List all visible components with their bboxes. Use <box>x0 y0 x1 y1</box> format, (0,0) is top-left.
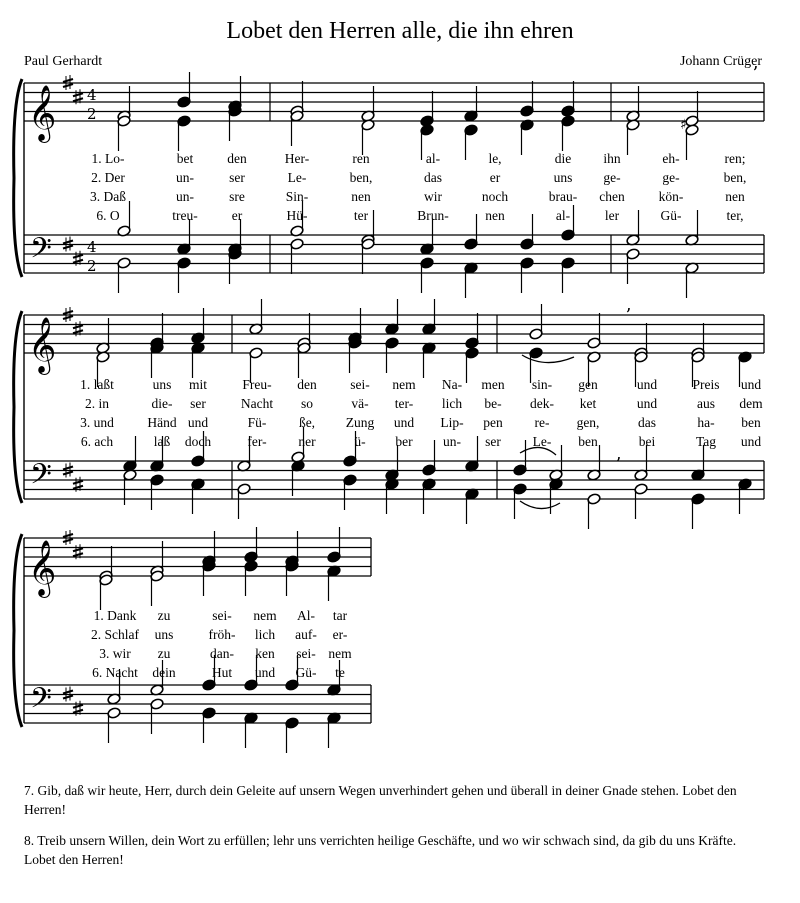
lyric-syllable: un- <box>176 170 194 185</box>
lyric-syllable: fröh- <box>208 627 236 642</box>
lyric-syllable: Gü- <box>295 665 317 680</box>
half-note <box>587 445 601 481</box>
half-note <box>626 119 640 155</box>
breath-mark: ʼ <box>615 454 621 475</box>
lyric-syllable: das <box>638 415 656 430</box>
lyric-syllable: Lip- <box>440 415 464 430</box>
quarter-note <box>420 257 434 293</box>
lyric-syllable: sei- <box>212 608 232 623</box>
time-signature-top: 4 <box>87 86 97 104</box>
time-signature-bottom: 2 <box>87 105 97 123</box>
lyric-syllable: ge- <box>662 170 680 185</box>
lyric-syllable: gen <box>578 377 598 392</box>
lyric-syllable: dein <box>152 665 176 680</box>
lyric-syllable: er <box>489 170 501 185</box>
quarter-note <box>202 560 216 596</box>
lyric-syllable: aus <box>697 396 715 411</box>
lyric-syllable: noch <box>481 189 509 204</box>
quarter-note <box>561 257 575 293</box>
quarter-note <box>327 527 341 563</box>
lyric-syllable: te <box>335 665 345 680</box>
quarter-note <box>385 337 399 373</box>
bass-clef-icon: 𝄢 <box>30 232 52 272</box>
lyric-syllable: nen <box>351 189 371 204</box>
quarter-note <box>348 337 362 373</box>
half-note <box>587 313 601 349</box>
half-note <box>297 342 311 378</box>
bass-clef-icon: 𝄢 <box>30 682 52 722</box>
quarter-note <box>738 478 752 514</box>
lyric-syllable: un- <box>176 189 194 204</box>
quarter-note <box>385 299 399 335</box>
half-note <box>361 119 375 155</box>
lyric-syllable: Hü- <box>286 208 308 223</box>
lyric-syllable: nen <box>725 189 745 204</box>
quarter-note <box>327 565 341 601</box>
lyric-syllable: so <box>300 396 314 411</box>
half-note <box>290 238 304 274</box>
quarter-note <box>561 81 575 117</box>
half-note <box>634 483 648 519</box>
lyric-syllable: laß <box>153 434 171 449</box>
quarter-note <box>549 478 563 514</box>
hymn-title: Lobet den Herren alle, die ihn ehren <box>226 18 574 44</box>
lyric-syllable: die <box>554 151 572 166</box>
lyric-syllable: tar <box>332 608 348 623</box>
lyric-syllable: Le- <box>532 434 552 449</box>
lyric-syllable: treu- <box>172 208 198 223</box>
lyric-syllable: doch <box>184 434 212 449</box>
lyric-syllable: pen <box>483 415 503 430</box>
lyric-syllable: men <box>481 377 505 392</box>
lyric-syllable: Al- <box>297 608 315 623</box>
lyricist: Paul Gerhardt <box>24 54 103 69</box>
slur <box>522 355 574 363</box>
lyric-syllable: 1. Lo- <box>91 151 125 166</box>
quarter-note <box>228 248 242 284</box>
quarter-note <box>561 115 575 151</box>
lyric-syllable: sei- <box>296 646 316 661</box>
lyric-syllable: ha- <box>697 415 715 430</box>
lyric-syllable: ße, <box>298 415 316 430</box>
lyric-syllable: 3. und <box>80 415 114 430</box>
half-note <box>549 445 563 481</box>
lyric-syllable: nem <box>253 608 277 623</box>
breath-mark: ʼ <box>752 63 758 84</box>
lyric-syllable: sre <box>229 189 245 204</box>
lyric-syllable: ser <box>190 396 206 411</box>
quarter-note <box>422 440 436 476</box>
lyric-syllable: und <box>187 415 209 430</box>
treble-clef-icon: 𝄞 <box>28 540 57 596</box>
lyric-syllable: ter, <box>726 208 744 223</box>
time-signature-top: 4 <box>87 238 97 256</box>
lyric-syllable: dek- <box>530 396 554 411</box>
time-signature-bottom: 2 <box>87 257 97 275</box>
quarter-note <box>520 81 534 117</box>
composer: Johann Crüger <box>679 54 762 69</box>
quarter-note <box>520 214 534 250</box>
lyric-syllable: und <box>740 377 762 392</box>
lyric-syllable: brau- <box>548 189 578 204</box>
lyric-syllable: den <box>227 151 247 166</box>
half-note <box>150 698 164 734</box>
quarter-note <box>464 262 478 298</box>
lyric-syllable: 3. Daß <box>90 189 126 204</box>
lyric-syllable: Brun- <box>417 208 449 223</box>
lyric-syllable: 2. in <box>84 396 110 411</box>
quarter-note <box>513 440 527 476</box>
lyric-syllable: Zung <box>345 415 375 430</box>
lyric-syllable: ter <box>353 208 369 223</box>
half-note <box>626 210 640 246</box>
quarter-note <box>285 717 299 753</box>
lyric-syllable: ler <box>604 208 620 223</box>
quarter-note <box>191 308 205 344</box>
quarter-note <box>191 342 205 378</box>
lyric-syllable: Le- <box>287 170 307 185</box>
lyric-syllable: ser <box>229 170 245 185</box>
quarter-note <box>691 493 705 529</box>
lyric-syllable: und <box>393 415 415 430</box>
quarter-note <box>244 560 258 596</box>
half-note <box>237 483 251 519</box>
lyric-syllable: dem <box>739 396 763 411</box>
quarter-note <box>513 483 527 519</box>
lyric-syllable: re- <box>534 415 550 430</box>
lyric-syllable: und <box>636 377 658 392</box>
quarter-note <box>520 119 534 155</box>
lyric-syllable: be- <box>484 396 502 411</box>
verse-8: 8. Treib unsern Willen, dein Wort zu erfüllen; lehr uns verrichten heilige Geschäfte, und wo wir schwach sind, da gib du uns Kräfte. Lobet den Herren! <box>24 833 737 867</box>
lyric-syllable: nem <box>392 377 416 392</box>
lyric-syllable: ter- <box>394 396 414 411</box>
quarter-note <box>422 342 436 378</box>
lyric-syllable: uns <box>152 377 172 392</box>
half-note <box>117 257 131 293</box>
quarter-note <box>177 219 191 255</box>
quarter-note <box>202 707 216 743</box>
lyric-syllable: un- <box>443 434 461 449</box>
lyric-syllable: ihn <box>603 151 621 166</box>
quarter-note <box>520 257 534 293</box>
half-note <box>685 262 699 298</box>
lyric-syllable: dan- <box>210 646 234 661</box>
lyric-syllable: fer- <box>247 434 267 449</box>
quarter-note <box>291 460 305 496</box>
treble-clef-icon: 𝄞 <box>28 85 57 141</box>
quarter-note <box>420 219 434 255</box>
treble-clef-icon: 𝄞 <box>28 317 57 373</box>
brace-bracket <box>14 534 22 727</box>
lyric-syllable: 6. Nacht <box>92 665 138 680</box>
lyric-syllable: ren; <box>724 151 746 166</box>
half-note <box>685 210 699 246</box>
lyric-syllable: lich <box>254 627 276 642</box>
lyric-syllable: ü- <box>354 434 366 449</box>
lyric-syllable: Freu- <box>242 377 272 392</box>
lyric-syllable: wir <box>424 189 442 204</box>
quarter-note <box>244 527 258 563</box>
quarter-note <box>191 478 205 514</box>
lyric-syllable: ben, <box>349 170 373 185</box>
quarter-note <box>177 72 191 108</box>
quarter-note <box>385 445 399 481</box>
lyric-syllable: 6. O <box>96 208 120 223</box>
half-note <box>150 570 164 606</box>
quarter-note <box>465 436 479 472</box>
lyric-syllable: ner <box>298 434 316 449</box>
lyric-syllable: chen <box>599 189 625 204</box>
quarter-note <box>123 436 137 472</box>
quarter-note <box>465 347 479 383</box>
lyric-syllable: Sin- <box>285 189 309 204</box>
lyric-syllable: ren <box>352 151 370 166</box>
half-note <box>587 493 601 529</box>
lyric-syllable: mit <box>188 377 208 392</box>
slur <box>520 501 560 509</box>
lyric-syllable: ben, <box>723 170 747 185</box>
lyric-syllable: zu <box>157 608 171 623</box>
treble-staff <box>24 83 764 121</box>
lyric-syllable: ser <box>485 434 501 449</box>
lyric-syllable: Gü- <box>660 208 682 223</box>
lyric-syllable: kön- <box>658 189 684 204</box>
lyric-syllable: Tag <box>695 434 717 449</box>
lyric-syllable: gen, <box>576 415 600 430</box>
quarter-note <box>422 478 436 514</box>
quarter-note <box>228 105 242 141</box>
lyric-syllable: den <box>297 377 317 392</box>
lyric-syllable: sei- <box>350 377 370 392</box>
lyric-syllable: ben <box>741 415 761 430</box>
lyric-syllable: Fü- <box>247 415 267 430</box>
half-note <box>626 248 640 284</box>
half-note <box>361 238 375 274</box>
lyric-syllable: er <box>231 208 243 223</box>
lyric-syllable: und <box>254 665 276 680</box>
half-note <box>685 91 699 127</box>
lyric-syllable: Na- <box>441 377 463 392</box>
bass-clef-icon: 𝄢 <box>30 458 52 498</box>
half-note <box>685 124 699 160</box>
lyric-syllable: lich <box>441 396 463 411</box>
lyric-syllable: al- <box>425 151 441 166</box>
lyric-syllable: Händ <box>147 415 177 430</box>
quarter-note <box>150 342 164 378</box>
half-note <box>99 574 113 610</box>
lyric-syllable: 1. laßt <box>80 377 114 392</box>
lyric-syllable: vä- <box>351 396 369 411</box>
quarter-note <box>327 712 341 748</box>
lyric-syllable: zu <box>157 646 171 661</box>
lyric-syllable: le, <box>488 151 502 166</box>
quarter-note <box>385 478 399 514</box>
quarter-note <box>465 488 479 524</box>
lyric-syllable: Her- <box>284 151 310 166</box>
half-note <box>249 299 263 335</box>
lyric-syllable: 6. ach <box>80 434 114 449</box>
quarter-note <box>177 115 191 151</box>
lyric-syllable: Hut <box>211 665 233 680</box>
quarter-note <box>177 257 191 293</box>
lyric-syllable: nem <box>328 646 352 661</box>
lyric-syllable: sin- <box>531 377 553 392</box>
half-note <box>634 445 648 481</box>
half-note <box>107 707 121 743</box>
lyric-syllable: uns <box>154 627 174 642</box>
lyric-syllable: 2. Schlaf <box>91 627 139 642</box>
lyric-syllable: ken <box>255 646 275 661</box>
half-note <box>529 304 543 340</box>
lyric-syllable: ket <box>579 396 597 411</box>
lyric-syllable: er- <box>332 627 348 642</box>
lyric-syllable: Nacht <box>240 396 274 411</box>
quarter-note <box>420 91 434 127</box>
half-note <box>117 115 131 151</box>
half-note <box>96 318 110 354</box>
brace-bracket <box>14 311 22 503</box>
lyric-syllable: ber <box>395 434 413 449</box>
quarter-note <box>464 124 478 160</box>
quarter-note <box>244 712 258 748</box>
half-note <box>290 110 304 146</box>
sharp-accidental: ♯ <box>680 117 687 133</box>
bass-staff <box>24 235 764 273</box>
lyric-syllable: ge- <box>603 170 621 185</box>
half-note <box>626 86 640 122</box>
lyric-syllable: Preis <box>692 377 720 392</box>
quarter-note <box>422 299 436 335</box>
breath-mark: ʼ <box>625 305 631 326</box>
lyric-syllable: 1. Dank <box>93 608 137 623</box>
lyric-syllable: uns <box>553 170 573 185</box>
lyric-syllable: 3. wir <box>99 646 131 661</box>
verse-7: 7. Gib, daß wir heute, Herr, durch dein Geleite auf unsern Wegen unverhindert gehen und überall in deiner Gnade stehen. Lobet den Herren! <box>24 783 737 817</box>
quarter-note <box>285 560 299 596</box>
lyric-syllable: und <box>636 396 658 411</box>
quarter-note <box>465 313 479 349</box>
quarter-note <box>464 214 478 250</box>
lyric-syllable: bei <box>638 434 656 449</box>
lyric-syllable: und <box>740 434 762 449</box>
lyric-syllable: das <box>424 170 442 185</box>
lyric-syllable: 2. Der <box>91 170 125 185</box>
lyric-syllable: nen <box>485 208 505 223</box>
brace-bracket <box>14 79 22 277</box>
lyric-syllable: auf- <box>295 627 317 642</box>
lyric-syllable: bet <box>176 151 194 166</box>
lyric-syllable: eh- <box>662 151 680 166</box>
lyric-syllable: ben <box>578 434 598 449</box>
quarter-note <box>150 474 164 510</box>
lyric-syllable: al- <box>555 208 571 223</box>
quarter-note <box>464 86 478 122</box>
half-note <box>361 86 375 122</box>
quarter-note <box>691 445 705 481</box>
quarter-note <box>343 474 357 510</box>
lyric-syllable: die- <box>151 396 173 411</box>
